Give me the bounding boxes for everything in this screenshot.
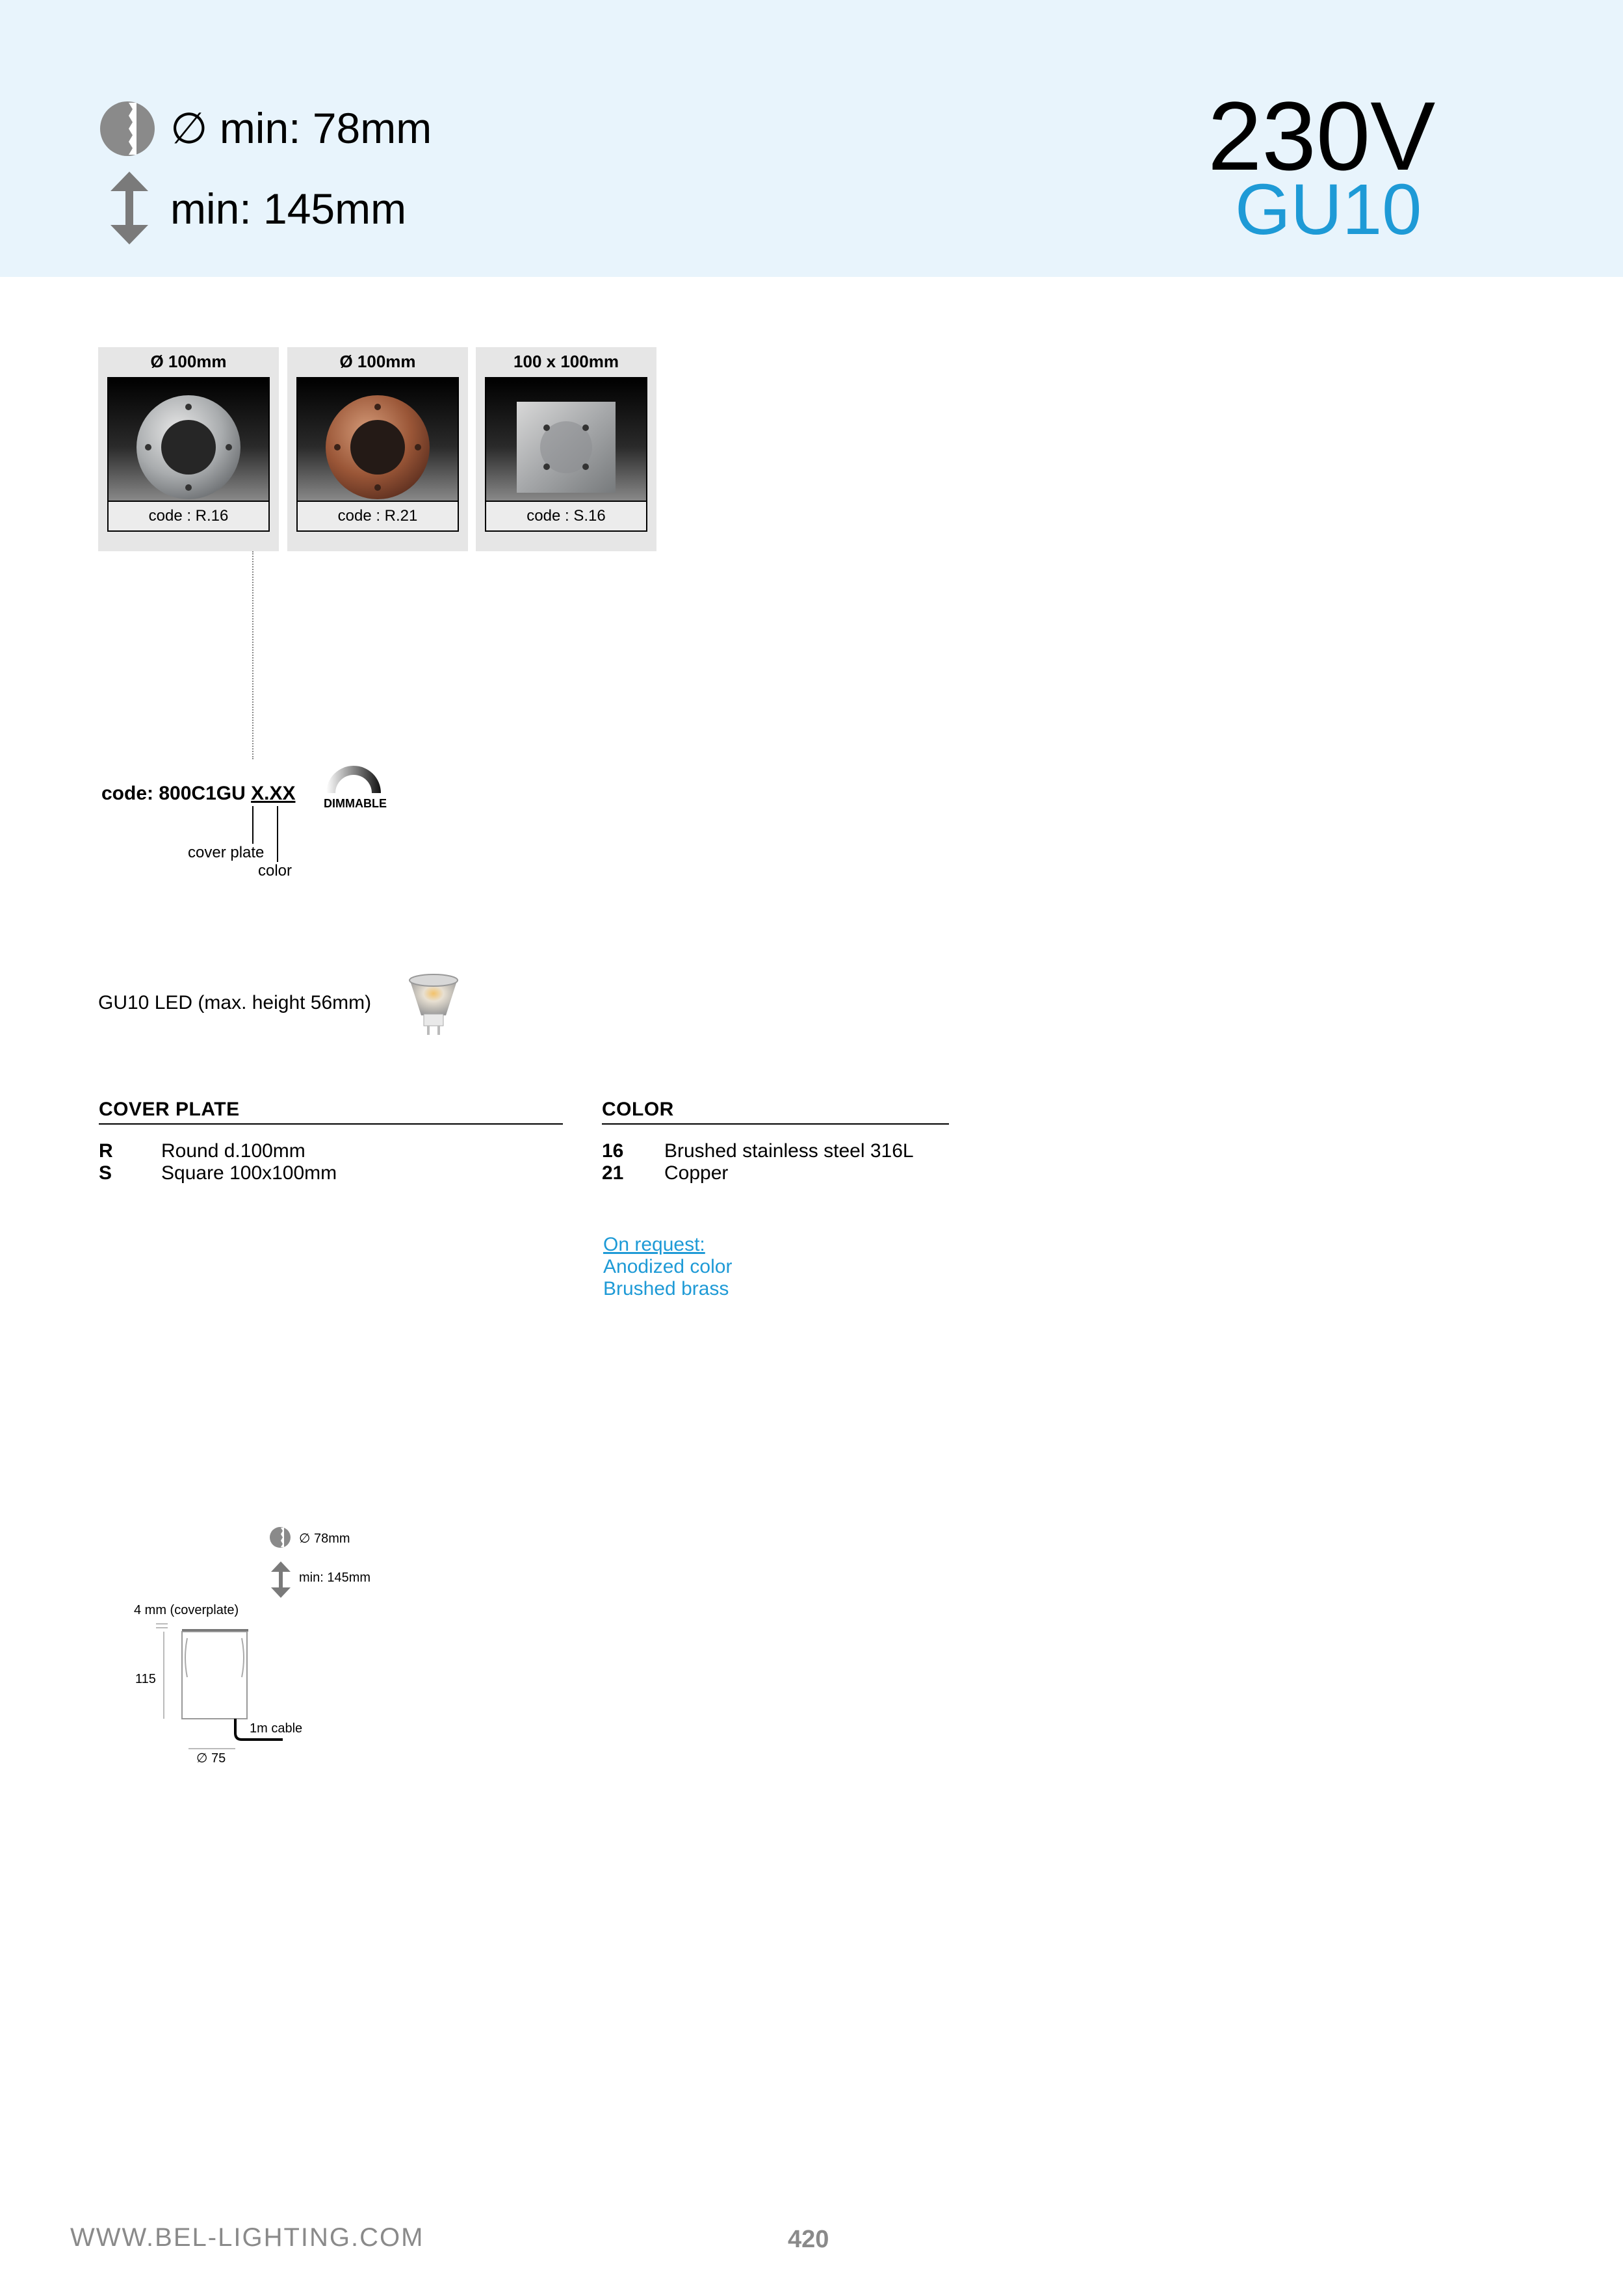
color-title: COLOR xyxy=(602,1099,674,1120)
dimmable-label: DIMMABLE xyxy=(324,797,387,810)
lamp-text: GU10 LED (max. height 56mm) xyxy=(98,992,372,1013)
footer-website[interactable]: WWW.BEL-LIGHTING.COM xyxy=(70,2223,424,2252)
on-request-link[interactable]: On request: xyxy=(603,1234,705,1255)
height-arrow-icon xyxy=(270,1561,291,1598)
on-request-item: Anodized color xyxy=(603,1256,733,1277)
cover-plate-tick xyxy=(252,806,253,844)
body-diameter: ∅ 75 xyxy=(196,1751,226,1766)
fixture-drawing xyxy=(149,1619,318,1762)
plate-card-r21 xyxy=(287,347,468,551)
plate-size: Ø 100mm xyxy=(339,352,416,371)
code-prefix: code: 800C1GU xyxy=(101,783,252,804)
coverplate-thickness: 4 mm (coverplate) xyxy=(134,1603,239,1617)
color-key: 21 xyxy=(602,1162,624,1184)
plate-image xyxy=(107,377,270,532)
connector-line xyxy=(252,551,253,759)
color-rule xyxy=(602,1123,949,1125)
plate-card-r16 xyxy=(98,347,279,551)
plate-image xyxy=(485,377,647,532)
core-drill-icon xyxy=(269,1526,291,1548)
voltage-label: 230V xyxy=(1208,81,1436,190)
cover-plate-key: R xyxy=(99,1140,113,1162)
color-key: 16 xyxy=(602,1140,624,1162)
plate-size: 100 x 100mm xyxy=(513,352,619,371)
plate-card-s16 xyxy=(476,347,656,551)
cover-plate-value: Square 100x100mm xyxy=(161,1162,337,1184)
core-drill-icon xyxy=(99,100,156,157)
cover-plate-key: S xyxy=(99,1162,112,1184)
diameter-spec: ∅ min: 78mm xyxy=(170,104,432,152)
plate-code: code : R.21 xyxy=(298,501,458,530)
cover-plate-title: COVER PLATE xyxy=(99,1099,240,1120)
color-value: Brushed stainless steel 316L xyxy=(664,1140,914,1162)
cover-plate-value: Round d.100mm xyxy=(161,1140,305,1162)
color-tick xyxy=(277,806,278,862)
height-arrow-icon xyxy=(109,172,149,244)
plate-size: Ø 100mm xyxy=(150,352,227,371)
color-value: Copper xyxy=(664,1162,729,1184)
height-spec: min: 145mm xyxy=(170,185,407,233)
page-number: 420 xyxy=(788,2226,829,2253)
body-height: 115 xyxy=(135,1672,156,1686)
plate-image xyxy=(296,377,459,532)
product-code xyxy=(101,783,295,805)
socket-label: GU10 xyxy=(1235,170,1422,250)
cable-length: 1m cable xyxy=(250,1721,303,1736)
plate-code: code : S.16 xyxy=(486,501,646,530)
cover-plate-rule xyxy=(99,1123,563,1125)
plate-code: code : R.16 xyxy=(109,501,268,530)
cover-plate-legend: cover plate xyxy=(188,844,265,861)
gu10-lamp-icon xyxy=(407,972,460,1040)
code-suffix: X.XX xyxy=(251,783,296,804)
drawing-diameter: ∅ 78mm xyxy=(299,1532,350,1546)
drawing-height: min: 145mm xyxy=(299,1571,371,1585)
on-request-item: Brushed brass xyxy=(603,1278,729,1299)
color-legend: color xyxy=(258,862,292,880)
